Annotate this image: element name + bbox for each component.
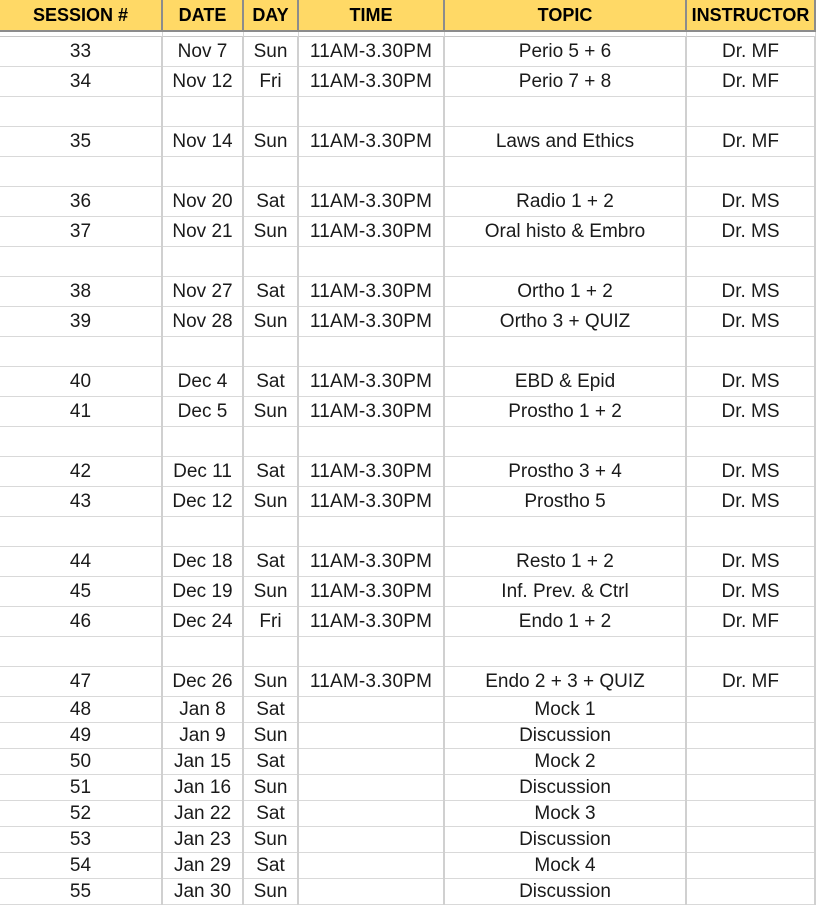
cell-day[interactable]: Sun xyxy=(243,307,298,337)
cell-instructor[interactable] xyxy=(686,749,815,775)
cell-time[interactable] xyxy=(298,853,444,879)
cell-session[interactable]: 46 xyxy=(0,607,162,637)
table-row xyxy=(0,607,815,637)
cell-time[interactable]: 11AM-3.30PM xyxy=(298,667,444,697)
cell-instructor[interactable]: Dr. MS xyxy=(686,367,815,397)
cell-instructor[interactable]: Dr. MS xyxy=(686,457,815,487)
cell-date[interactable]: Nov 7 xyxy=(162,37,243,67)
cell-session[interactable]: 35 xyxy=(0,127,162,157)
cell-instructor[interactable]: Dr. MS xyxy=(686,307,815,337)
table-row xyxy=(0,187,815,217)
cell-topic[interactable]: Resto 1 + 2 xyxy=(444,547,686,577)
cell-topic[interactable] xyxy=(444,637,686,667)
cell-time[interactable]: 11AM-3.30PM xyxy=(298,187,444,217)
cell-instructor[interactable]: Dr. MS xyxy=(686,577,815,607)
cell-instructor[interactable]: Dr. MF xyxy=(686,667,815,697)
cell-day[interactable]: Sun xyxy=(243,487,298,517)
table-row xyxy=(0,307,815,337)
cell-session[interactable]: 47 xyxy=(0,667,162,697)
cell-date[interactable] xyxy=(162,247,243,277)
cell-date[interactable]: Jan 23 xyxy=(162,827,243,853)
cell-date[interactable]: Dec 18 xyxy=(162,547,243,577)
cell-session[interactable]: 40 xyxy=(0,367,162,397)
cell-day[interactable] xyxy=(243,337,298,367)
table-row xyxy=(0,127,815,157)
table-row xyxy=(0,547,815,577)
table-row xyxy=(0,457,815,487)
cell-date[interactable]: Jan 9 xyxy=(162,723,243,749)
cell-day[interactable]: Sun xyxy=(243,217,298,247)
cell-day[interactable]: Sun xyxy=(243,775,298,801)
cell-time[interactable] xyxy=(298,775,444,801)
cell-instructor[interactable] xyxy=(686,427,815,457)
cell-topic[interactable]: Discussion xyxy=(444,879,686,905)
cell-date[interactable]: Dec 5 xyxy=(162,397,243,427)
header-instructor[interactable]: INSTRUCTOR xyxy=(686,0,815,31)
cell-time[interactable] xyxy=(298,337,444,367)
cell-time[interactable]: 11AM-3.30PM xyxy=(298,577,444,607)
table-row xyxy=(0,277,815,307)
cell-date[interactable]: Nov 27 xyxy=(162,277,243,307)
cell-time[interactable] xyxy=(298,827,444,853)
cell-session[interactable] xyxy=(0,157,162,187)
cell-session[interactable] xyxy=(0,97,162,127)
cell-topic[interactable]: Mock 4 xyxy=(444,853,686,879)
cell-topic[interactable] xyxy=(444,247,686,277)
cell-instructor[interactable] xyxy=(686,801,815,827)
table-row xyxy=(0,749,815,775)
cell-session[interactable]: 50 xyxy=(0,749,162,775)
cell-day[interactable]: Sun xyxy=(243,397,298,427)
cell-instructor[interactable]: Dr. MS xyxy=(686,217,815,247)
cell-day[interactable]: Sat xyxy=(243,187,298,217)
blank-row xyxy=(0,637,815,667)
cell-instructor[interactable] xyxy=(686,853,815,879)
cell-instructor[interactable]: Dr. MF xyxy=(686,607,815,637)
cell-session[interactable]: 49 xyxy=(0,723,162,749)
table-header xyxy=(0,0,815,31)
cell-day[interactable]: Fri xyxy=(243,67,298,97)
cell-instructor[interactable] xyxy=(686,157,815,187)
cell-topic[interactable]: Mock 3 xyxy=(444,801,686,827)
cell-date[interactable] xyxy=(162,157,243,187)
cell-time[interactable]: 11AM-3.30PM xyxy=(298,277,444,307)
cell-topic[interactable]: Endo 2 + 3 + QUIZ xyxy=(444,667,686,697)
cell-topic[interactable]: Prostho 5 xyxy=(444,487,686,517)
table-row xyxy=(0,697,815,723)
cell-topic[interactable] xyxy=(444,97,686,127)
cell-day[interactable]: Sat xyxy=(243,277,298,307)
cell-topic[interactable]: Ortho 3 + QUIZ xyxy=(444,307,686,337)
cell-session[interactable]: 53 xyxy=(0,827,162,853)
cell-time[interactable] xyxy=(298,749,444,775)
cell-day[interactable]: Sat xyxy=(243,697,298,723)
cell-time[interactable]: 11AM-3.30PM xyxy=(298,397,444,427)
cell-date[interactable] xyxy=(162,97,243,127)
cell-time[interactable] xyxy=(298,723,444,749)
blank-row xyxy=(0,157,815,187)
cell-instructor[interactable] xyxy=(686,97,815,127)
cell-day[interactable] xyxy=(243,247,298,277)
cell-topic[interactable]: Prostho 1 + 2 xyxy=(444,397,686,427)
cell-time[interactable] xyxy=(298,697,444,723)
header-topic[interactable]: TOPIC xyxy=(444,0,686,31)
table-row xyxy=(0,801,815,827)
cell-date[interactable] xyxy=(162,337,243,367)
cell-instructor[interactable]: Dr. MS xyxy=(686,187,815,217)
cell-day[interactable] xyxy=(243,157,298,187)
cell-topic[interactable]: Laws and Ethics xyxy=(444,127,686,157)
table-row xyxy=(0,775,815,801)
cell-day[interactable]: Sat xyxy=(243,547,298,577)
cell-instructor[interactable] xyxy=(686,337,815,367)
table-row xyxy=(0,487,815,517)
cell-date[interactable]: Nov 21 xyxy=(162,217,243,247)
cell-date[interactable]: Jan 22 xyxy=(162,801,243,827)
cell-day[interactable]: Sun xyxy=(243,667,298,697)
cell-time[interactable] xyxy=(298,517,444,547)
cell-day[interactable]: Sat xyxy=(243,801,298,827)
cell-time[interactable] xyxy=(298,247,444,277)
cell-topic[interactable]: Oral histo & Embro xyxy=(444,217,686,247)
cell-time[interactable]: 11AM-3.30PM xyxy=(298,457,444,487)
blank-row xyxy=(0,517,815,547)
cell-session[interactable]: 55 xyxy=(0,879,162,905)
cell-topic[interactable]: Ortho 1 + 2 xyxy=(444,277,686,307)
cell-instructor[interactable] xyxy=(686,697,815,723)
cell-day[interactable]: Sat xyxy=(243,457,298,487)
cell-instructor[interactable]: Dr. MS xyxy=(686,547,815,577)
cell-session[interactable]: 51 xyxy=(0,775,162,801)
cell-day[interactable] xyxy=(243,97,298,127)
cell-session[interactable]: 39 xyxy=(0,307,162,337)
cell-topic[interactable] xyxy=(444,157,686,187)
cell-date[interactable] xyxy=(162,637,243,667)
cell-session[interactable]: 45 xyxy=(0,577,162,607)
header-day[interactable]: DAY xyxy=(243,0,298,31)
cell-time[interactable]: 11AM-3.30PM xyxy=(298,307,444,337)
table-row xyxy=(0,827,815,853)
table-row xyxy=(0,67,815,97)
cell-session[interactable] xyxy=(0,247,162,277)
table-row xyxy=(0,723,815,749)
cell-session[interactable]: 41 xyxy=(0,397,162,427)
cell-date[interactable]: Jan 15 xyxy=(162,749,243,775)
cell-session[interactable]: 38 xyxy=(0,277,162,307)
cell-day[interactable]: Sun xyxy=(243,127,298,157)
cell-date[interactable]: Dec 24 xyxy=(162,607,243,637)
header-date[interactable]: DATE xyxy=(162,0,243,31)
cell-topic[interactable] xyxy=(444,517,686,547)
cell-date[interactable] xyxy=(162,427,243,457)
cell-day[interactable]: Sun xyxy=(243,827,298,853)
cell-topic[interactable]: Mock 1 xyxy=(444,697,686,723)
cell-session[interactable]: 37 xyxy=(0,217,162,247)
blank-row xyxy=(0,247,815,277)
cell-session[interactable] xyxy=(0,427,162,457)
cell-session[interactable]: 54 xyxy=(0,853,162,879)
cell-instructor[interactable] xyxy=(686,723,815,749)
cell-date[interactable] xyxy=(162,517,243,547)
cell-session[interactable] xyxy=(0,337,162,367)
cell-date[interactable]: Dec 11 xyxy=(162,457,243,487)
cell-time[interactable]: 11AM-3.30PM xyxy=(298,367,444,397)
cell-time[interactable]: 11AM-3.30PM xyxy=(298,37,444,67)
cell-day[interactable]: Sat xyxy=(243,853,298,879)
table-row xyxy=(0,367,815,397)
cell-date[interactable]: Jan 29 xyxy=(162,853,243,879)
cell-session[interactable]: 36 xyxy=(0,187,162,217)
cell-time[interactable] xyxy=(298,801,444,827)
cell-time[interactable] xyxy=(298,97,444,127)
header-session[interactable]: SESSION # xyxy=(0,0,162,31)
table-row xyxy=(0,217,815,247)
cell-topic[interactable]: Discussion xyxy=(444,775,686,801)
cell-instructor[interactable]: Dr. MS xyxy=(686,397,815,427)
cell-instructor[interactable] xyxy=(686,827,815,853)
cell-topic[interactable]: EBD & Epid xyxy=(444,367,686,397)
cell-session[interactable]: 48 xyxy=(0,697,162,723)
header-time[interactable]: TIME xyxy=(298,0,444,31)
cell-topic[interactable] xyxy=(444,427,686,457)
table-row xyxy=(0,853,815,879)
cell-day[interactable] xyxy=(243,517,298,547)
cell-instructor[interactable]: Dr. MF xyxy=(686,127,815,157)
cell-topic[interactable]: Perio 5 + 6 xyxy=(444,37,686,67)
cell-instructor[interactable]: Dr. MS xyxy=(686,487,815,517)
blank-row xyxy=(0,427,815,457)
cell-date[interactable]: Nov 14 xyxy=(162,127,243,157)
cell-session[interactable]: 33 xyxy=(0,37,162,67)
table-row xyxy=(0,37,815,67)
cell-time[interactable]: 11AM-3.30PM xyxy=(298,547,444,577)
cell-date[interactable]: Nov 20 xyxy=(162,187,243,217)
cell-instructor[interactable]: Dr. MF xyxy=(686,37,815,67)
cell-day[interactable]: Sat xyxy=(243,367,298,397)
cell-date[interactable]: Dec 4 xyxy=(162,367,243,397)
header-row xyxy=(0,0,815,31)
cell-date[interactable]: Jan 30 xyxy=(162,879,243,905)
table-row xyxy=(0,879,815,905)
cell-instructor[interactable] xyxy=(686,637,815,667)
cell-topic[interactable] xyxy=(444,337,686,367)
cell-topic[interactable]: Radio 1 + 2 xyxy=(444,187,686,217)
cell-topic[interactable]: Prostho 3 + 4 xyxy=(444,457,686,487)
cell-day[interactable]: Sat xyxy=(243,749,298,775)
cell-topic[interactable]: Endo 1 + 2 xyxy=(444,607,686,637)
cell-instructor[interactable] xyxy=(686,247,815,277)
cell-session[interactable]: 44 xyxy=(0,547,162,577)
table-row xyxy=(0,577,815,607)
cell-time[interactable] xyxy=(298,427,444,457)
cell-instructor[interactable]: Dr. MS xyxy=(686,277,815,307)
cell-topic[interactable]: Discussion xyxy=(444,723,686,749)
cell-session[interactable]: 43 xyxy=(0,487,162,517)
table-row xyxy=(0,667,815,697)
cell-instructor[interactable]: Dr. MF xyxy=(686,67,815,97)
cell-date[interactable]: Dec 12 xyxy=(162,487,243,517)
cell-day[interactable]: Sun xyxy=(243,723,298,749)
cell-day[interactable]: Fri xyxy=(243,607,298,637)
cell-time[interactable] xyxy=(298,879,444,905)
cell-date[interactable]: Nov 28 xyxy=(162,307,243,337)
cell-session[interactable] xyxy=(0,517,162,547)
cell-topic[interactable]: Discussion xyxy=(444,827,686,853)
table-body xyxy=(0,31,815,905)
cell-topic[interactable]: Mock 2 xyxy=(444,749,686,775)
cell-time[interactable] xyxy=(298,157,444,187)
blank-row xyxy=(0,337,815,367)
cell-day[interactable] xyxy=(243,637,298,667)
blank-row xyxy=(0,97,815,127)
cell-topic[interactable]: Inf. Prev. & Ctrl xyxy=(444,577,686,607)
cell-time[interactable]: 11AM-3.30PM xyxy=(298,67,444,97)
cell-session[interactable]: 52 xyxy=(0,801,162,827)
cell-date[interactable]: Jan 8 xyxy=(162,697,243,723)
cell-session[interactable]: 34 xyxy=(0,67,162,97)
cell-time[interactable]: 11AM-3.30PM xyxy=(298,607,444,637)
cell-instructor[interactable] xyxy=(686,879,815,905)
cell-day[interactable] xyxy=(243,427,298,457)
cell-session[interactable] xyxy=(0,637,162,667)
table-row xyxy=(0,397,815,427)
cell-topic[interactable]: Perio 7 + 8 xyxy=(444,67,686,97)
cell-time[interactable]: 11AM-3.30PM xyxy=(298,217,444,247)
cell-date[interactable]: Dec 19 xyxy=(162,577,243,607)
cell-date[interactable]: Nov 12 xyxy=(162,67,243,97)
cell-instructor[interactable] xyxy=(686,517,815,547)
cell-time[interactable]: 11AM-3.30PM xyxy=(298,487,444,517)
cell-date[interactable]: Jan 16 xyxy=(162,775,243,801)
cell-date[interactable]: Dec 26 xyxy=(162,667,243,697)
cell-day[interactable]: Sun xyxy=(243,577,298,607)
cell-time[interactable]: 11AM-3.30PM xyxy=(298,127,444,157)
cell-day[interactable]: Sun xyxy=(243,37,298,67)
cell-instructor[interactable] xyxy=(686,775,815,801)
cell-session[interactable]: 42 xyxy=(0,457,162,487)
cell-time[interactable] xyxy=(298,637,444,667)
cell-day[interactable]: Sun xyxy=(243,879,298,905)
